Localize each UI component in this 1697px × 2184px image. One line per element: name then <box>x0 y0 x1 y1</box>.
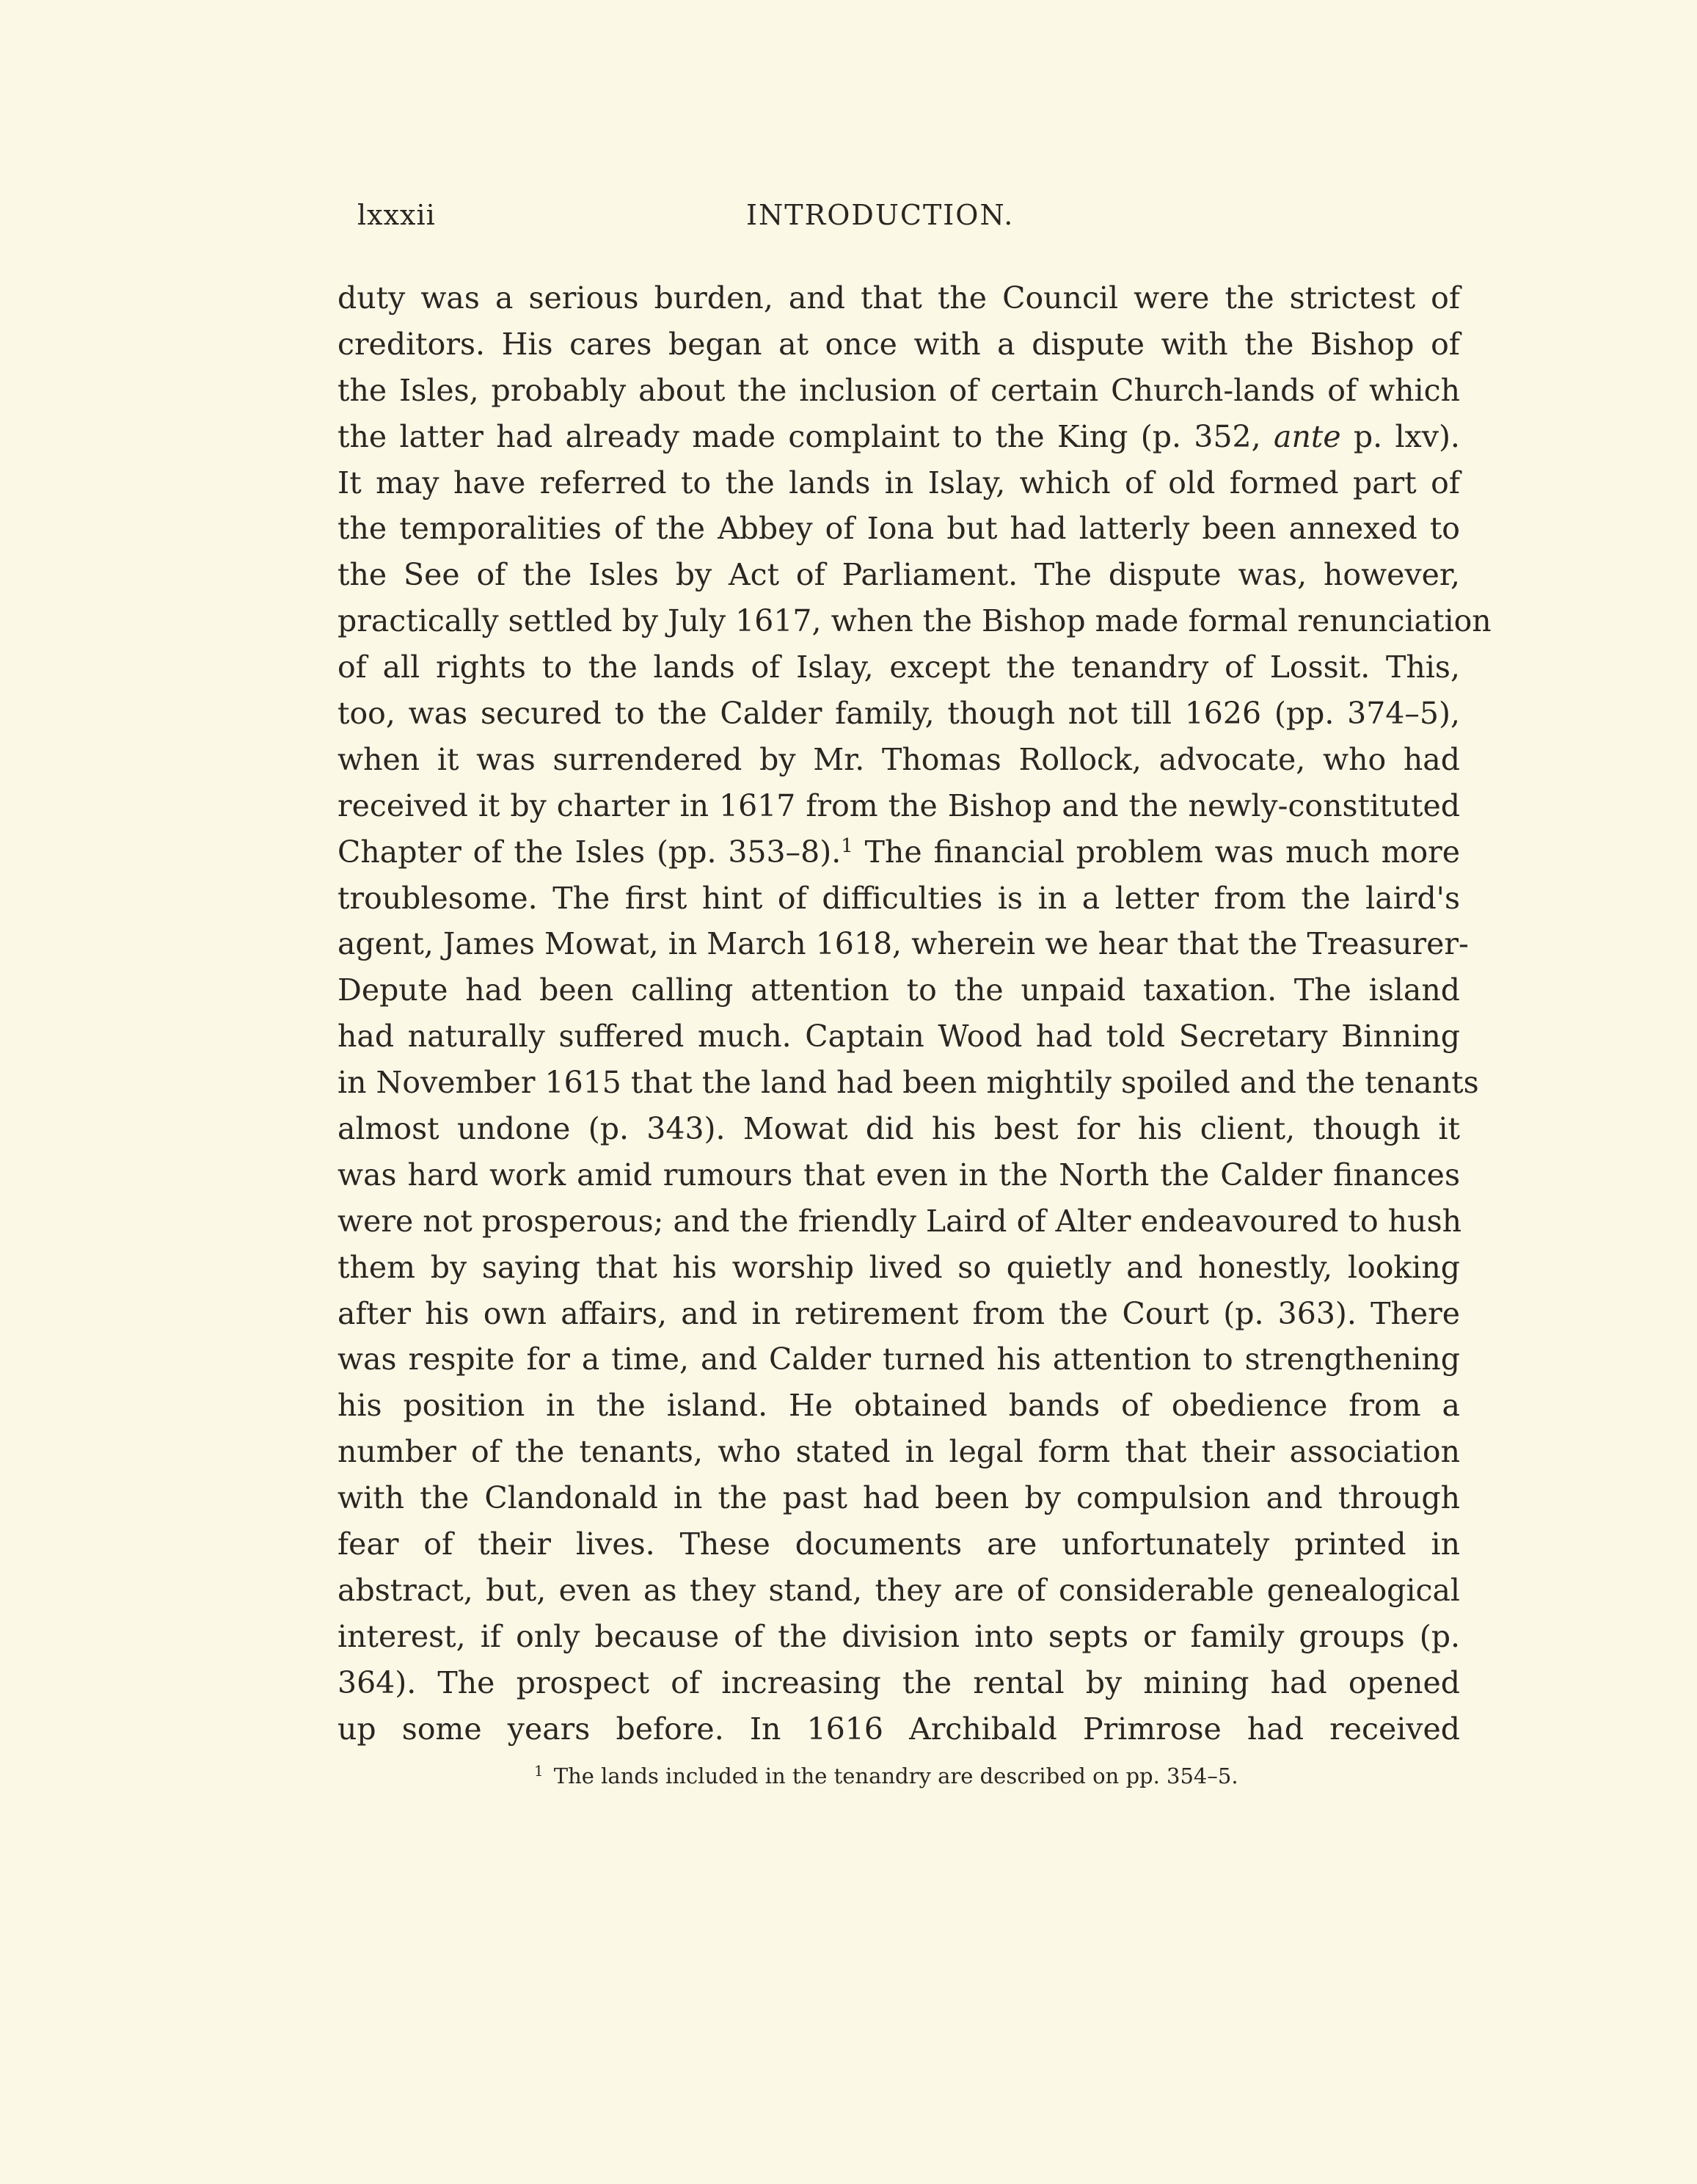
page-header <box>357 197 1450 233</box>
text-line: abstract, but, even as they stand, they are of considerable genealogical <box>337 1572 1460 1608</box>
text-line: number of the tenants, who stated in legal form that their association <box>337 1434 1460 1470</box>
text-line: interest, if only because of the division into septs or family groups (p. <box>337 1618 1460 1654</box>
text-line: practically settled by July 1617, when the Bishop made formal renunciation <box>337 603 1492 639</box>
running-head: INTRODUCTION. <box>746 199 1015 231</box>
text-line: received it by charter in 1617 from the Bishop and the newly-constituted <box>337 787 1460 823</box>
text-line: his position in the island. He obtained bands of obedience from a <box>337 1388 1460 1424</box>
text-line: troublesome. The first hint of difficulties is in a letter from the laird's <box>337 880 1460 916</box>
body-text <box>337 275 1492 1752</box>
text-line: was respite for a time, and Calder turned his attention to strengthening <box>337 1342 1460 1377</box>
footnote <box>534 1761 1238 1791</box>
footnote-marker: 1 <box>534 1762 544 1780</box>
text-line: It may have referred to the lands in Islay, which of old formed part of <box>337 465 1460 500</box>
text-line: the temporalities of the Abbey of Iona but had latterly been annexed to <box>337 511 1460 547</box>
text-segment: Chapter of the Isles (pp. 353–8). <box>337 834 842 870</box>
text-line: were not prosperous; and the friendly Laird of Alter endeavoured to hush <box>337 1203 1462 1239</box>
text-line: after his own affairs, and in retirement from the Court (p. 363). There <box>337 1295 1460 1331</box>
text-line: the See of the Isles by Act of Parliament. The dispute was, however, <box>337 557 1460 593</box>
footnote-text: The lands included in the tenandry are described on pp. 354–5. <box>553 1763 1238 1788</box>
text-line: duty was a serious burden, and that the Council were the strictest of <box>337 280 1460 316</box>
text-segment: The financial problem was much more <box>853 834 1460 870</box>
text-line: them by saying that his worship lived so quietly and honestly, looking <box>337 1249 1460 1285</box>
text-line: up some years before. In 1616 Archibald Primrose had received <box>337 1711 1460 1747</box>
text-line: fear of their lives. These documents are unfortunately printed in <box>337 1526 1460 1562</box>
text-line: almost undone (p. 343). Mowat did his best for his client, though it <box>337 1111 1460 1147</box>
text-line: 364). The prospect of increasing the rental by mining had opened <box>337 1664 1460 1700</box>
text-line: of all rights to the lands of Islay, except the tenandry of Lossit. This, <box>337 649 1460 685</box>
text-line: the Isles, probably about the inclusion of certain Church-lands of which <box>337 372 1460 408</box>
text-segment: the latter had already made complaint to the King (p. 352, <box>337 418 1261 454</box>
text-line: with the Clandonald in the past had been by compulsion and through <box>337 1480 1460 1516</box>
text-line: creditors. His cares began at once with a dispute with the Bishop of <box>337 326 1460 362</box>
text-line: agent, James Mowat, in March 1618, wherein we hear that the Treasurer- <box>337 926 1469 962</box>
text-line <box>337 414 1460 460</box>
footnote-reference[interactable]: 1 <box>841 834 853 857</box>
page-number: lxxxii <box>357 199 436 231</box>
italic-ante: ante <box>1274 418 1341 454</box>
text-line <box>337 829 1460 876</box>
text-line: in November 1615 that the land had been mightily spoiled and the tenants <box>337 1065 1479 1101</box>
text-segment: p. lxv). <box>1340 418 1460 454</box>
text-line: too, was secured to the Calder family, though not till 1626 (pp. 374–5), <box>337 696 1460 732</box>
text-line: when it was surrendered by Mr. Thomas Rollock, advocate, who had <box>337 741 1460 777</box>
text-line: Depute had been calling attention to the unpaid taxation. The island <box>337 972 1460 1008</box>
text-line: was hard work amid rumours that even in the North the Calder finances <box>337 1157 1460 1193</box>
text-line: had naturally suffered much. Captain Wood had told Secretary Binning <box>337 1019 1460 1055</box>
